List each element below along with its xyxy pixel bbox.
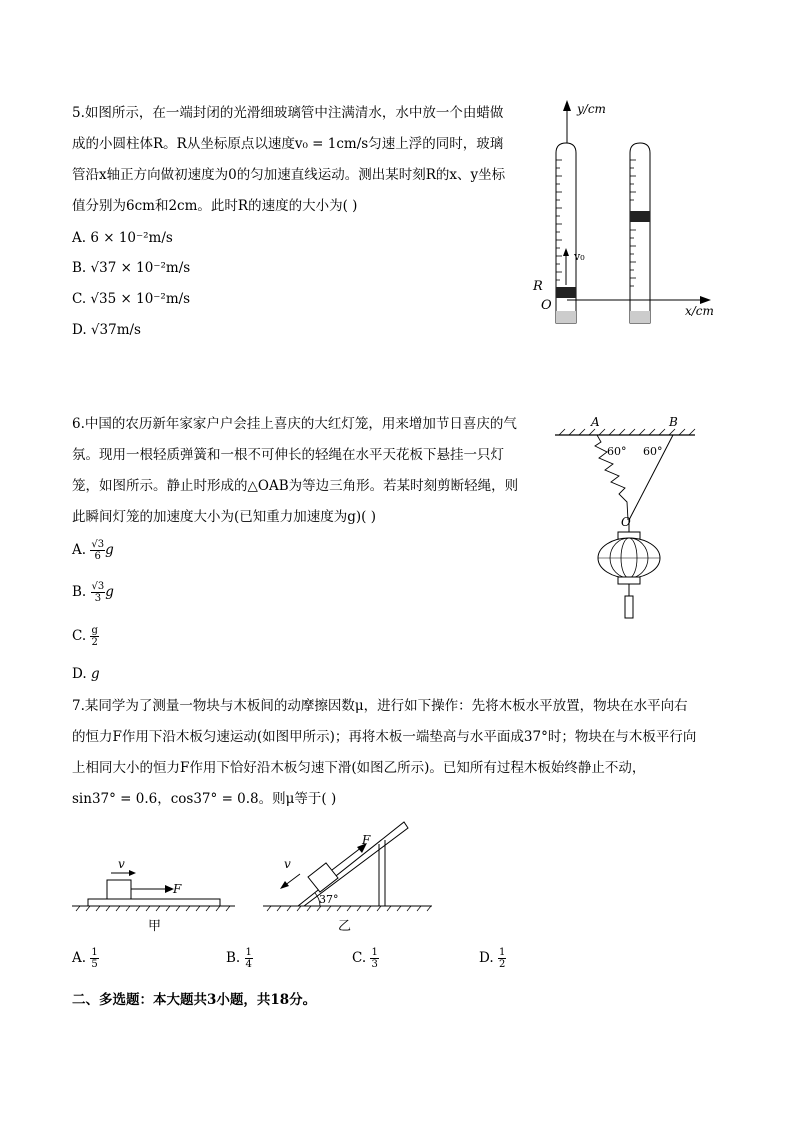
section-title: 二、多选题：本大题共3小题，共18分。 bbox=[72, 992, 317, 1008]
origin-label: O bbox=[541, 298, 552, 313]
q7-option-b[interactable]: B. $\frac{1}{4}$ bbox=[226, 947, 252, 970]
q7-f-label-b: F bbox=[362, 833, 371, 847]
q5-option-d[interactable]: D. √37m/s bbox=[72, 322, 141, 338]
q7-option-c[interactable]: C. $\frac{1}{3}$ bbox=[352, 947, 378, 970]
q7-f-label-a: F bbox=[173, 882, 182, 896]
x-axis-label: x/cm bbox=[685, 304, 714, 318]
q6-option-d[interactable]: D. g bbox=[72, 666, 100, 682]
q7-line-4: sin37° = 0.6，cos37° = 0.8。则μ等于( ) bbox=[72, 791, 337, 807]
q7-line-3: 上相同大小的恒力F作用下恰好沿木板匀速下滑(如图乙所示)。已知所有过程木板始终静止不动， bbox=[72, 760, 646, 776]
q5-option-a[interactable]: A. 6 × 10⁻²m/s bbox=[72, 230, 173, 246]
q5-line-1: 5.如图所示，在一端封闭的光滑细玻璃管中注满清水，水中放一个由蜡做 bbox=[72, 105, 504, 121]
q6-option-c[interactable]: C. $\frac{g}{2}$ bbox=[72, 625, 98, 648]
q7-option-a[interactable]: A. $\frac{1}{5}$ bbox=[72, 947, 98, 970]
angle-37-label: 37° bbox=[319, 893, 339, 906]
q7-option-d[interactable]: D. $\frac{1}{2}$ bbox=[479, 947, 506, 970]
q5-line-4: 值分别为6cm和2cm。此时R的速度的大小为( ) bbox=[72, 198, 358, 214]
q5-option-c[interactable]: C. √35 × 10⁻²m/s bbox=[72, 291, 191, 307]
q6-option-a[interactable]: A. $\frac{√3}{6}$ g bbox=[72, 539, 114, 562]
q7-v-label-a: v bbox=[118, 857, 125, 871]
v0-label: v₀ bbox=[574, 250, 585, 263]
q5-line-2: 成的小圆柱体R。R从坐标原点以速度v₀ = 1cm/s匀速上浮的同时，玻璃 bbox=[72, 136, 504, 152]
q7-line-1: 7.某同学为了测量一物块与木板间的动摩擦因数μ，进行如下操作：先将木板水平放置，物块在水平向右 bbox=[72, 698, 688, 714]
angle-b-label: 60° bbox=[643, 445, 663, 458]
label-o: O bbox=[621, 515, 631, 529]
q7-line-2: 的恒力F作用下沿木板匀速运动(如图甲所示)；再将木板一端垫高与水平面成37°时；物块在与木板平行向 bbox=[72, 729, 697, 745]
r-label: R bbox=[533, 279, 543, 294]
label-b: B bbox=[669, 415, 678, 429]
q5-option-b[interactable]: B. √37 × 10⁻²m/s bbox=[72, 260, 191, 276]
q5-line-3: 管沿x轴正方向做初速度为0的匀加速直线运动。测出某时刻R的x、y坐标 bbox=[72, 167, 506, 183]
caption-jia: 甲 bbox=[148, 919, 162, 934]
q6-line-4: 此瞬间灯笼的加速度大小为(已知重力加速度为g)( ) bbox=[72, 509, 376, 525]
q5-figure bbox=[525, 95, 725, 330]
caption-yi: 乙 bbox=[338, 919, 352, 934]
q7-v-label-b: v bbox=[284, 857, 291, 871]
y-axis-label: y/cm bbox=[577, 102, 606, 116]
label-a: A bbox=[591, 415, 600, 429]
angle-a-label: 60° bbox=[607, 445, 627, 458]
q6-line-3: 笼，如图所示。静止时形成的△OAB为等边三角形。若某时刻剪断轻绳，则 bbox=[72, 478, 519, 494]
q6-option-b[interactable]: B. $\frac{√3}{3}$ g bbox=[72, 581, 114, 604]
q6-line-2: 氛。现用一根轻质弹簧和一根不可伸长的轻绳在水平天花板下悬挂一只灯 bbox=[72, 447, 504, 463]
q7-figure bbox=[70, 818, 450, 938]
q6-figure bbox=[555, 410, 705, 625]
q6-line-1: 6.中国的农历新年家家户户会挂上喜庆的大红灯笼，用来增加节日喜庆的气 bbox=[72, 416, 517, 432]
